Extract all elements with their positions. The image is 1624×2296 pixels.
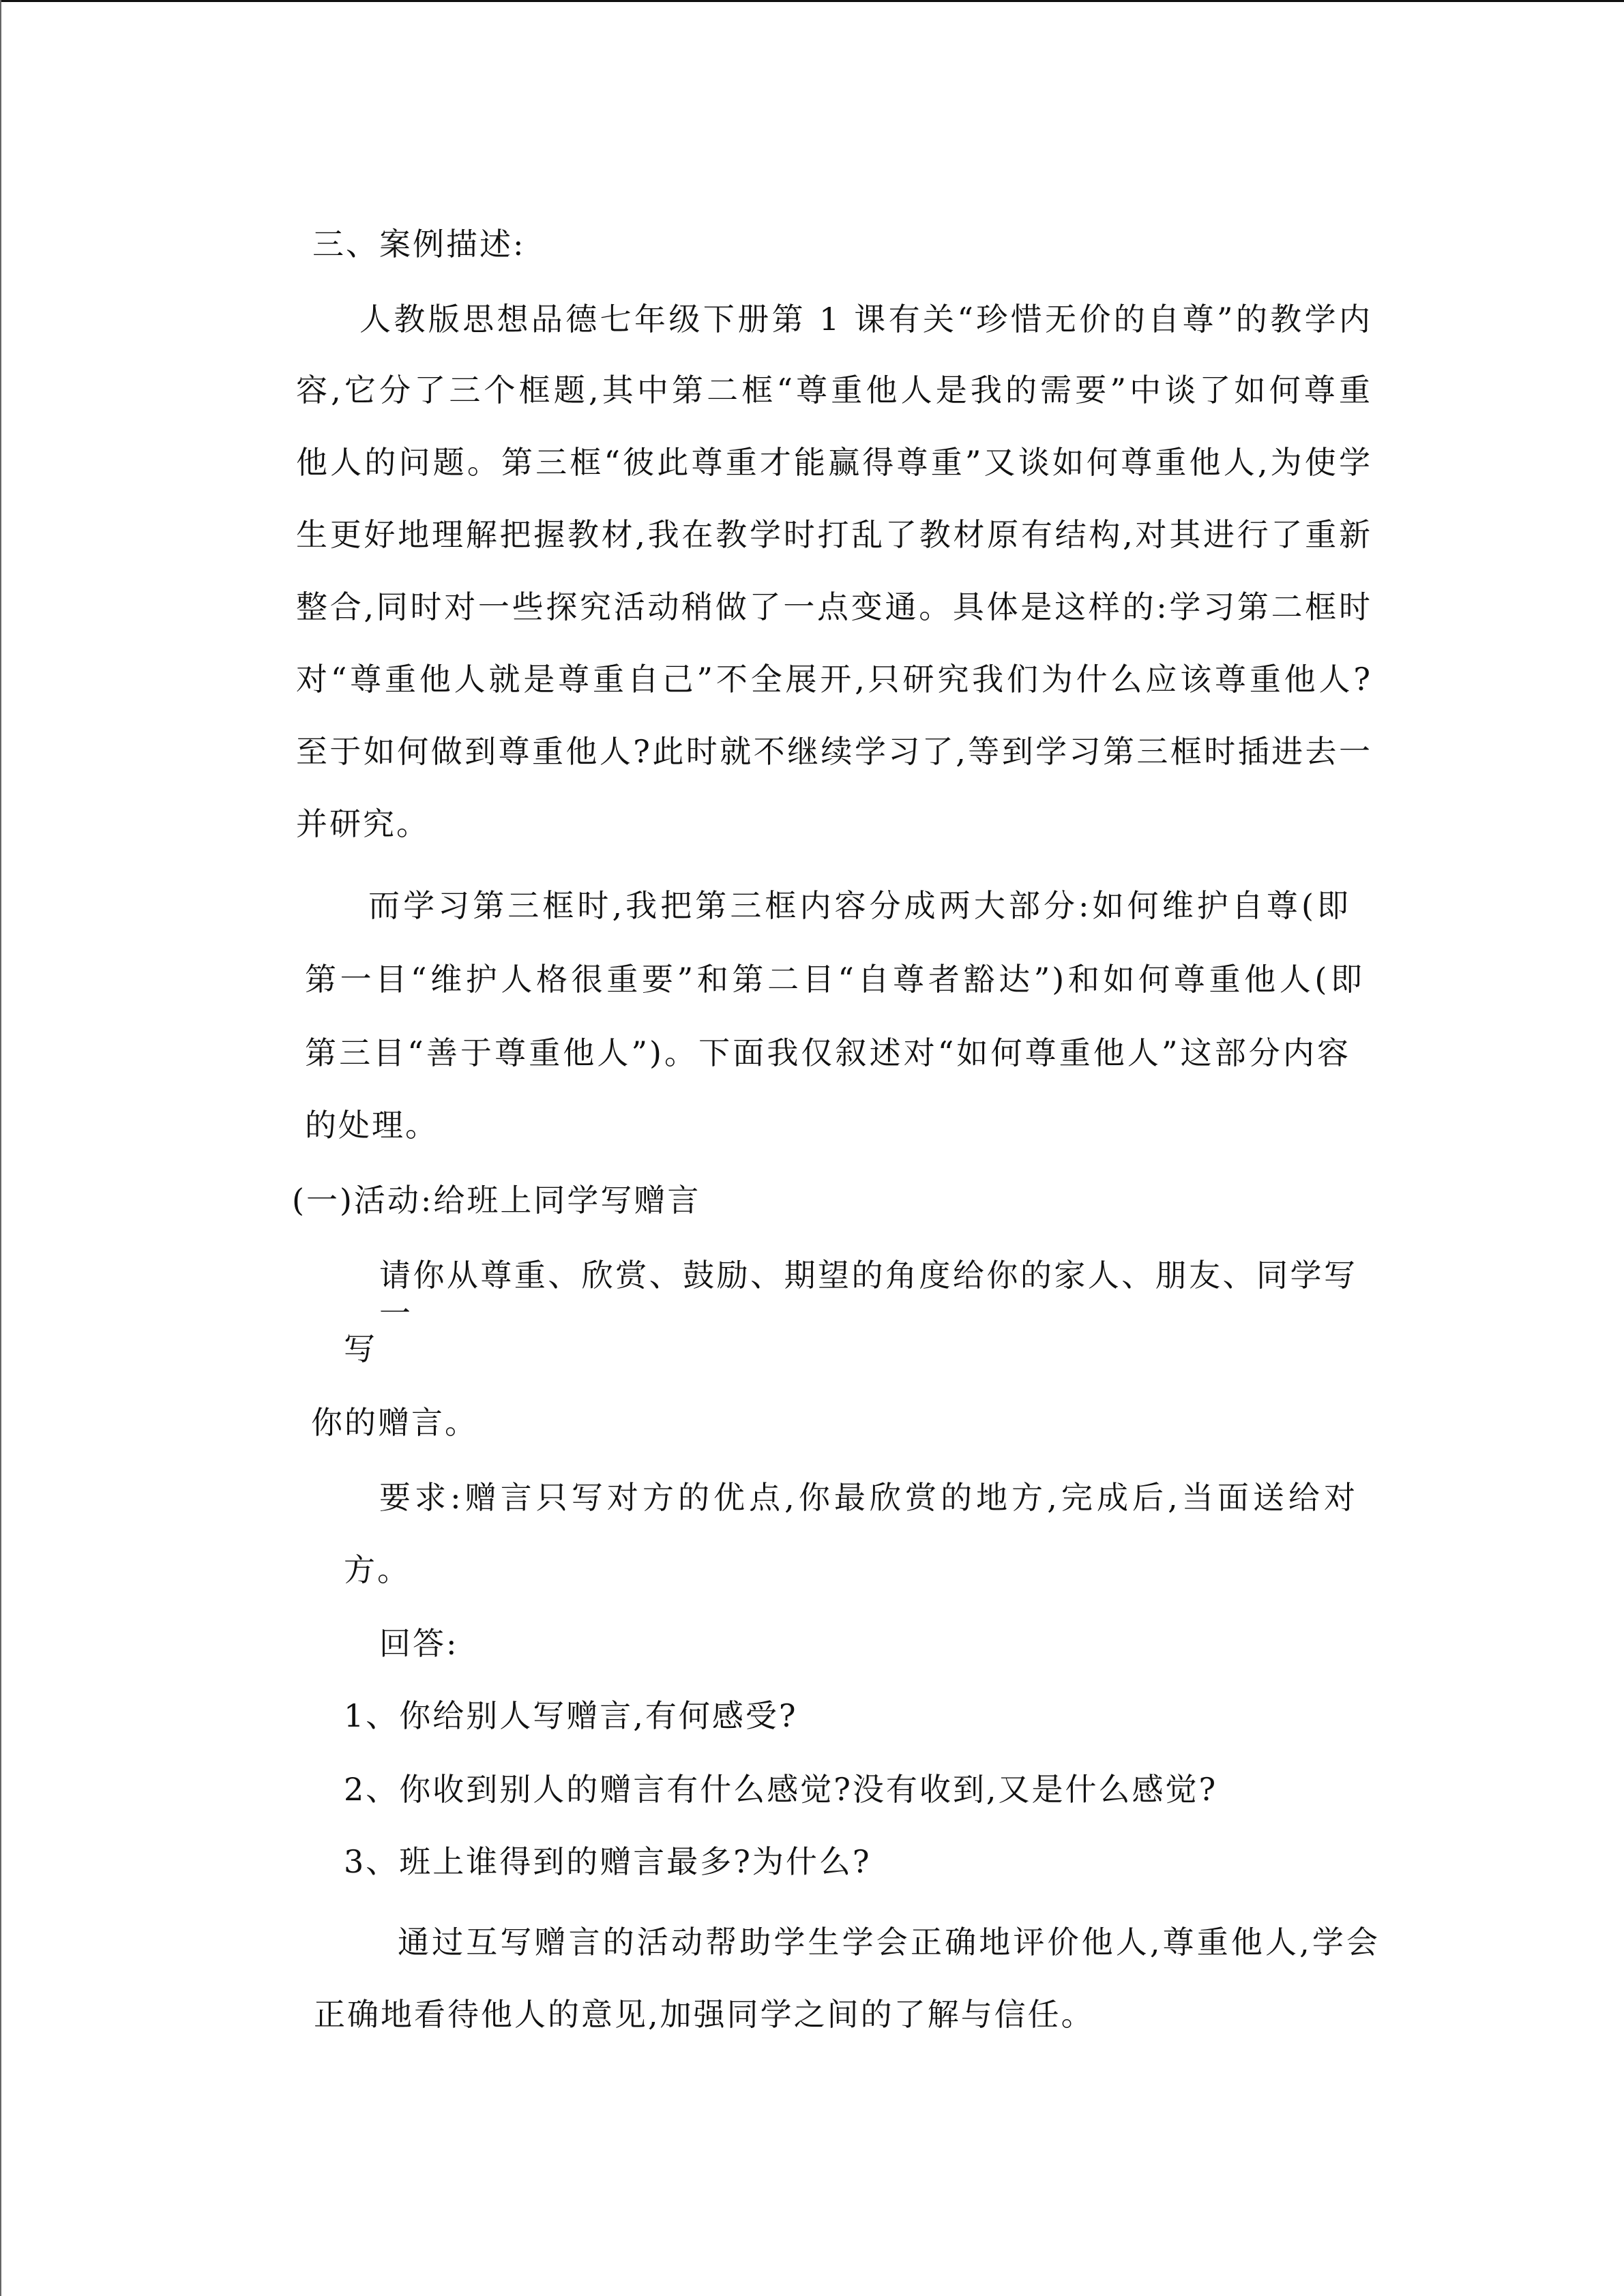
- activity-heading: (一)活动:给班上同学写赠言: [292, 1182, 701, 1219]
- question-2: 2、你收到别人的赠言有什么感觉?没有收到,又是什么感觉?: [344, 1771, 1218, 1808]
- third-frame-line-4: 的处理。: [305, 1107, 439, 1144]
- intro-line-6: 对“尊重他人就是尊重自己”不全展开,只研究我们为什么应该尊重他人?: [296, 661, 1372, 698]
- third-frame-line-1: 而学习第三框时,我把第三框内容分成两大部分:如何维护自尊(即: [368, 887, 1350, 924]
- intro-line-2: 容,它分了三个框题,其中第二框“尊重他人是我的需要”中谈了如何尊重: [296, 372, 1372, 408]
- instruction-line-2: 写: [344, 1330, 377, 1367]
- intro-line-8: 并研究。: [296, 805, 430, 842]
- intro-line-3: 他人的问题。第三框“彼此尊重才能赢得尊重”又谈如何尊重他人,为使学: [296, 444, 1372, 481]
- intro-line-5: 整合,同时对一些探究活动稍做了一点变通。具体是这样的:学习第二框时: [296, 588, 1372, 625]
- intro-line-1: 人教版思想品德七年级下册第 1 课有关“珍惜无价的自尊”的教学内: [359, 301, 1372, 338]
- third-frame-line-2: 第一目“维护人格很重要”和第二目“自尊者豁达”)和如何尊重他人(即: [305, 961, 1364, 998]
- instruction-line-3: 你的赠言。: [311, 1404, 478, 1441]
- third-frame-line-3: 第三目“善于尊重他人”)。下面我仅叙述对“如何尊重他人”这部分内容: [305, 1034, 1350, 1071]
- question-3: 3、班上谁得到的赠言最多?为什么?: [344, 1843, 872, 1880]
- intro-line-7: 至于如何做到尊重他人?此时就不继续学习了,等到学习第三框时插进去一: [296, 733, 1372, 770]
- page-left-border: [0, 0, 1, 2296]
- requirement-line-2: 方。: [344, 1551, 411, 1588]
- summary-line-2: 正确地看待他人的意见,加强同学之间的了解与信任。: [314, 1996, 1095, 2033]
- instruction-line-1: 请你从尊重、欣赏、鼓励、期望的角度给你的家人、朋友、同学写一: [379, 1257, 1357, 1332]
- intro-line-4: 生更好地理解把握教材,我在教学时打乱了教材原有结构,对其进行了重新: [296, 516, 1372, 553]
- answer-label: 回答:: [379, 1625, 459, 1662]
- summary-line-1: 通过互写赠言的活动帮助学生学会正确地评价他人,尊重他人,学会: [398, 1924, 1380, 1960]
- page-top-border: [0, 0, 1624, 2]
- question-1: 1、你给别人写赠言,有何感受?: [344, 1697, 798, 1734]
- section-heading: 三、案例描述:: [312, 226, 526, 263]
- requirement-line-1: 要求:赠言只写对方的优点,你最欣赏的地方,完成后,当面送给对: [379, 1479, 1357, 1516]
